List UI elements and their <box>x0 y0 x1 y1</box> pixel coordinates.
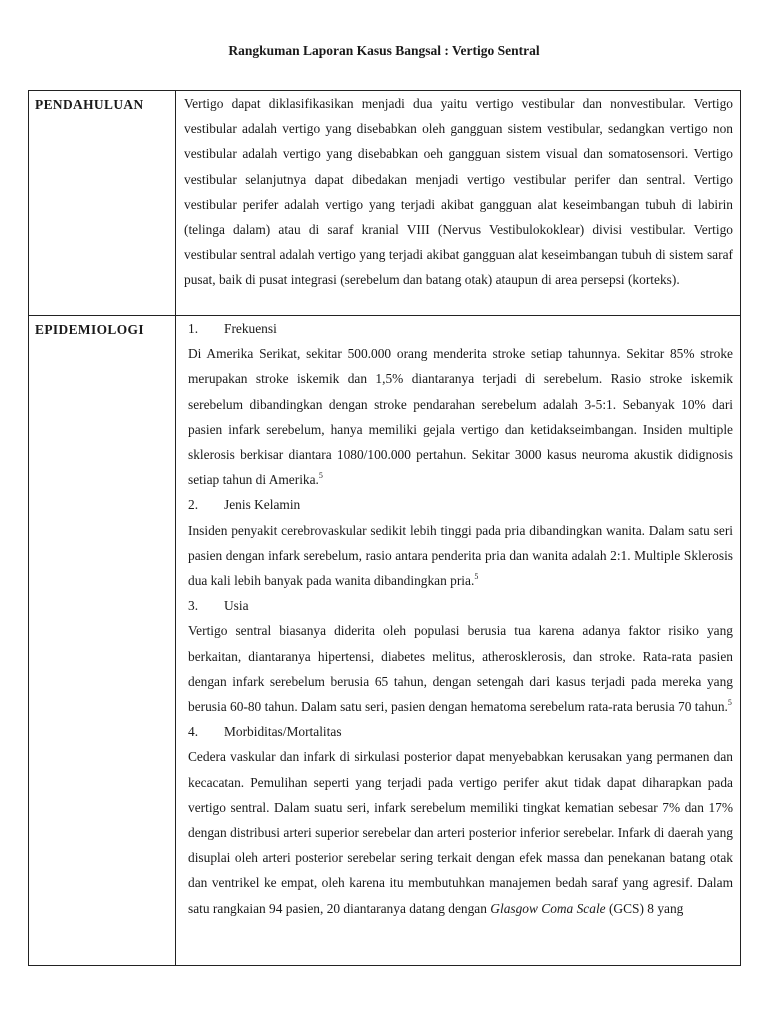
list-item-heading <box>184 316 733 341</box>
item-text: (GCS) 8 yang <box>605 900 684 916</box>
section-content-intro <box>176 91 741 316</box>
document-title: Rangkuman Laporan Kasus Bangsal : Vertigo Sentral <box>228 43 540 58</box>
reference-marker: 5 <box>727 698 732 708</box>
intro-paragraph: Vertigo dapat diklasifikasikan menjadi dua yaitu vertigo vestibular dan nonvestibular. Vertigo vestibular adalah vertigo yang disebabkan oleh gangguan sistem vestibular, sedangkan vertigo non vestibular adalah vertigo yang disebabkan oeh gangguan sistem visual dan somatosensori. Vertigo vestibular selanjutnya dapat dibedakan menjadi vertigo vestibular perifer dan sentral. Vertigo vestibular perifer adalah vertigo yang terjadi akibat gangguan alat keseimbangan tubuh di labirin (telinga dalam) atau di saraf kranial VIII (Nervus Vestibulokoklear) divisi vestibular. Vertigo vestibular sentral adalah vertigo yang terjadi akibat gangguan alat keseimbangan tubuh di sistem saraf pusat, baik di pusat integrasi (serebelum dan batang otak) ataupun di area persepsi (korteks). <box>184 96 733 288</box>
item-heading: Morbiditas/Mortalitas <box>224 724 342 740</box>
reference-marker: 5 <box>474 572 479 582</box>
item-text: Di Amerika Serikat, sekitar 500.000 orang menderita stroke setiap tahunnya. Sekitar 85% stroke merupakan stroke iskemik dan 1,5% diantaranya terjadi di serebelum. Rasio stroke iskemik serebelum dibandingkan dengan stroke pendarahan serebelum adalah 3-5:1. Sebanyak 10% dari pasien infark serebelum, hanya memiliki gejala vertigo dan ketidakseimbangan. Insiden multiple sklerosis berkisar diantara 1080/100.000 pertahun. Sekitar 3000 kasus neuroma akustik didignosis setiap tahun di Amerika. <box>188 346 733 488</box>
item-number: 3. <box>188 598 199 614</box>
list-item-body <box>184 341 733 492</box>
item-text: Vertigo sentral biasanya diderita oleh populasi berusia tua karena adanya faktor risiko yang berkaitan, diantaranya hipertensi, diabetes melitus, atherosklerosis, dan stroke. Rata-rata pasien dengan infark serebelum berusia 65 tahun, dengan setengah dari kasus terjadi pada mereka yang berusia 60-80 tahun. Dalam satu seri, pasien dengan hematoma serebelum rata-rata berusia 70 tahun. <box>188 623 733 715</box>
item-heading: Jenis Kelamin <box>224 497 301 513</box>
item-heading: Usia <box>224 598 249 614</box>
item-text-italic: Glasgow Coma Scale <box>490 900 606 916</box>
item-text: Cedera vaskular dan infark di sirkulasi posterior dapat menyebabkan kerusakan yang permanen dan kecacatan. Pemulihan seperti yang terjadi pada vertigo perifer akut tidak dapat diharapkan pada vertigo sentral. Dalam suatu seri, infark serebelum memiliki tingkat kematian sebesar 7% dan 17% dengan distribusi arteri superior serebelar dan arteri posterior inferior serebelar. Infark di daerah yang disuplai oleh arteri posterior serebelar sering terkait dengan efek massa dan penekanan batang otak dan ventrikel ke empat, oleh karena itu membutuhkan manajemen bedah saraf yang agresif. Dalam satu rangkaian 94 pasien, 20 diantaranya datang dengan <box>188 749 733 916</box>
item-number: 2. <box>188 497 199 513</box>
section-label-epidemiology: EPIDEMIOLOGI <box>29 316 176 966</box>
list-item-heading <box>184 719 733 744</box>
item-heading: Frekuensi <box>224 321 277 336</box>
section-label-intro: PENDAHULUAN <box>29 91 176 316</box>
reference-marker: 5 <box>318 471 323 481</box>
item-number: 4. <box>188 724 199 740</box>
item-text: Insiden penyakit cerebrovaskular sedikit lebih tinggi pada pria dibandingkan wanita. Dalam satu seri pasien dengan infark serebelum, rasio antara penderita pria dan wanita adalah 2:1. Multiple Sklerosis dua kali lebih banyak pada wanita dibandingkan pria. <box>188 522 733 589</box>
list-item-body <box>184 618 733 719</box>
section-content-epidemiology <box>176 316 741 966</box>
report-table <box>28 90 741 966</box>
list-item-body <box>184 744 733 920</box>
list-item-heading <box>184 492 733 517</box>
item-number: 1. <box>188 321 199 336</box>
table-row <box>29 316 741 966</box>
list-item-body <box>184 518 733 594</box>
list-item-heading <box>184 593 733 618</box>
table-row <box>29 91 741 316</box>
